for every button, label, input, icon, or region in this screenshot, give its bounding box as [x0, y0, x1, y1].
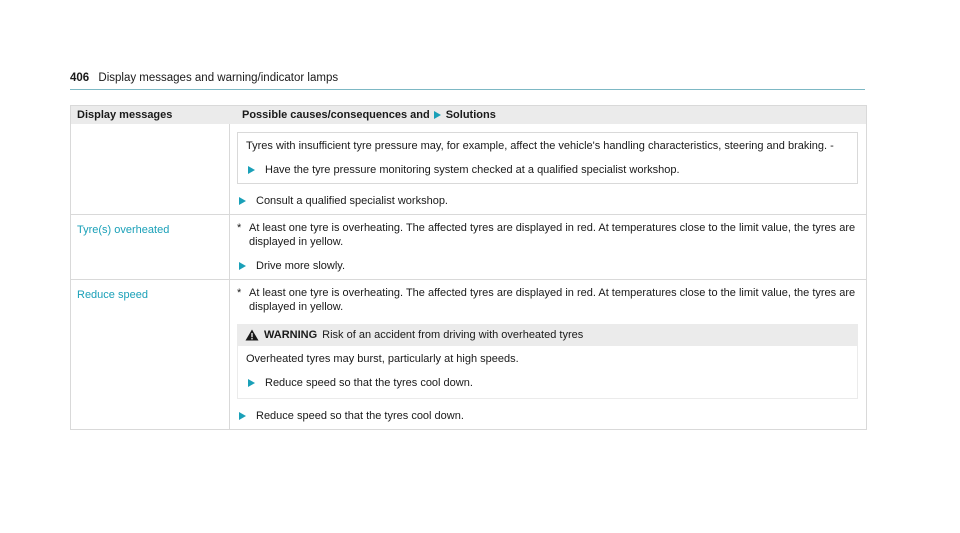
column-header-suffix: Solutions [445, 109, 496, 121]
instruction-step [237, 259, 858, 273]
play-arrow-icon [239, 412, 246, 420]
warning-label: WARNING [264, 329, 318, 341]
play-arrow-icon [248, 166, 255, 174]
column-header-display-messages: Display messages [77, 109, 173, 121]
footnote-star: * [237, 287, 242, 299]
instruction-text: Reduce speed so that the tyres cool down. [265, 377, 473, 389]
instruction-step [246, 163, 849, 177]
solution-cell [230, 124, 866, 214]
column-header-solutions [235, 108, 496, 122]
warning-triangle-icon [245, 329, 259, 341]
table-row [71, 124, 866, 214]
page-header [70, 72, 338, 84]
page-title: Display messages and warning/indicator lamps [98, 72, 339, 84]
solution-cell [230, 280, 866, 429]
warning-header [237, 324, 858, 346]
solution-cell [230, 215, 866, 279]
instruction-text: Consult a qualified specialist workshop. [256, 195, 448, 207]
play-arrow-icon [239, 197, 246, 205]
note-body: At least one tyre is overheating. The affected tyres are displayed in red. At temperatures close to the limit value, the tyres are displayed in yellow. [249, 287, 856, 313]
note-text [237, 286, 858, 314]
header-divider [70, 89, 865, 90]
message-cell-empty [71, 124, 230, 214]
instruction-step [237, 194, 858, 208]
table-header-row [71, 106, 866, 124]
warning-title: Risk of an accident from driving with overheated tyres [322, 329, 584, 341]
instruction-text: Reduce speed so that the tyres cool down. [256, 410, 464, 422]
play-arrow-icon [239, 262, 246, 270]
note-body: At least one tyre is overheating. The affected tyres are displayed in red. At temperatures close to the limit value, the tyres are displayed in yellow. [249, 222, 856, 248]
column-header-prefix: Possible causes/consequences and [242, 109, 430, 121]
instruction-text: Drive more slowly. [256, 260, 346, 272]
warning-text: Overheated tyres may burst, particularly at high speeds. [246, 353, 519, 365]
page-number: 406 [70, 72, 90, 84]
instruction-text: Have the tyre pressure monitoring system checked at a qualified specialist workshop. [265, 164, 680, 176]
table-row [71, 214, 866, 279]
play-arrow-icon [248, 379, 255, 387]
note-text [237, 221, 858, 249]
info-box-text: Tyres with insufficient tyre pressure may, for example, affect the vehicle's handling characteristics, steering and braking. - [246, 140, 834, 152]
message-tyres-overheated: Tyre(s) overheated [71, 215, 230, 279]
play-arrow-icon [434, 111, 441, 119]
info-box [237, 132, 858, 184]
display-messages-table [70, 105, 867, 430]
message-reduce-speed: Reduce speed [71, 280, 230, 429]
instruction-step [246, 376, 849, 390]
warning-body [237, 346, 858, 399]
footnote-star: * [237, 222, 242, 234]
table-row [71, 279, 866, 429]
instruction-step [237, 409, 858, 423]
warning-box [237, 324, 858, 399]
